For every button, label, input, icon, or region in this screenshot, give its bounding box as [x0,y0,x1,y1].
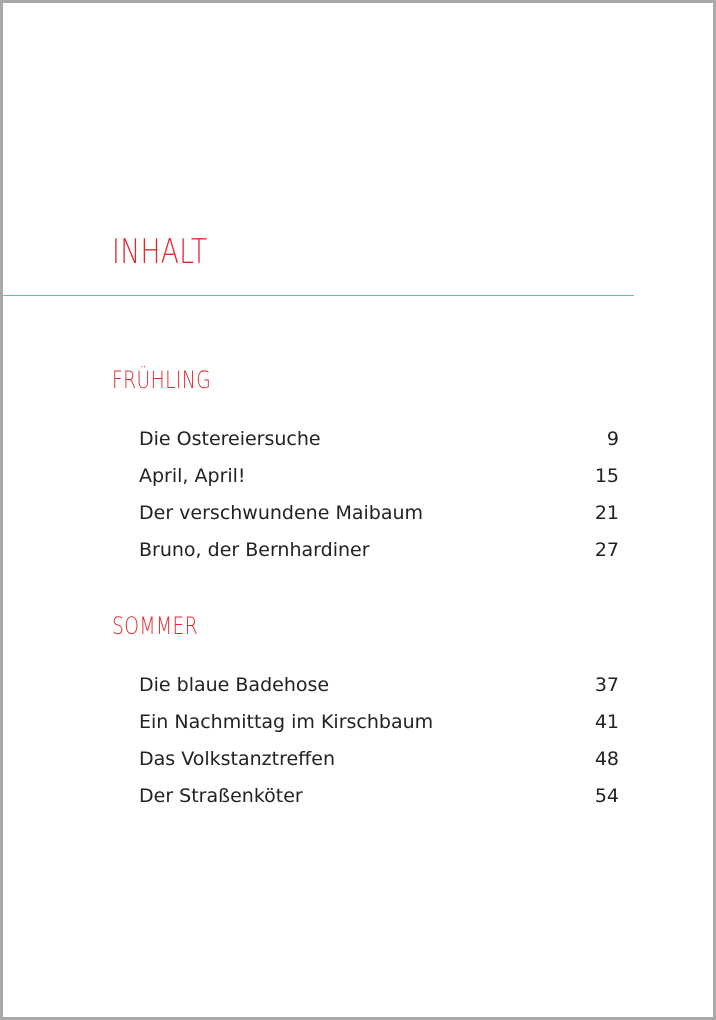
toc-entry[interactable] [139,674,619,711]
entry-title: Der Straßenköter [139,785,303,807]
section-entries-fruehling [139,428,619,576]
toc-entry[interactable] [139,539,619,576]
entry-page-number: 48 [594,748,619,770]
toc-entry[interactable] [139,785,619,822]
entry-page-number: 54 [594,785,619,807]
entry-title: Bruno, der Bernhardiner [139,539,370,561]
toc-entry[interactable] [139,748,619,785]
entry-title: Das Volkstanztreffen [139,748,336,770]
entry-title: Ein Nachmittag im Kirschbaum [139,711,434,733]
toc-entry[interactable] [139,465,619,502]
entry-page-number: 41 [594,711,619,733]
entry-page-number: 21 [594,502,619,524]
entry-page-number: 27 [594,539,619,561]
toc-entry[interactable] [139,428,619,465]
toc-entry[interactable] [139,502,619,539]
entry-page-number: 37 [594,674,619,696]
section-entries-sommer [139,674,619,822]
toc-entry[interactable] [139,711,619,748]
section-heading-fruehling: FRÜHLING [112,366,212,394]
entry-title: Der verschwundene Maibaum [139,502,424,524]
entry-page-number: 15 [594,465,619,487]
section-heading-sommer: SOMMER [112,612,199,640]
entry-page-number: 9 [606,428,619,450]
entry-title: Die blaue Badehose [139,674,330,696]
title-divider [3,295,634,296]
page-title: INHALT [112,232,208,272]
entry-title: Die Ostereiersuche [139,428,321,450]
entry-title: April, April! [139,465,246,487]
